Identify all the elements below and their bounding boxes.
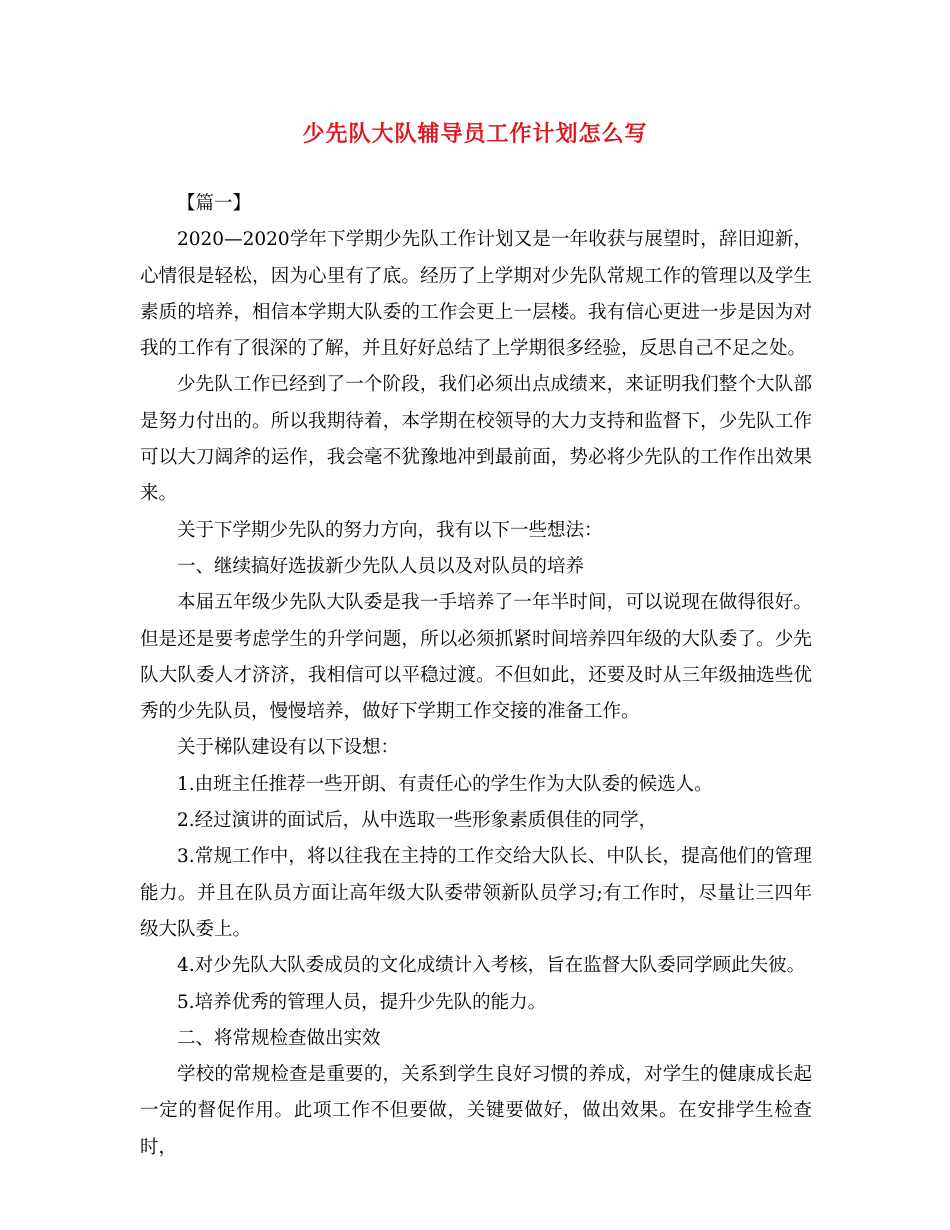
document-body [140, 186, 812, 1166]
paragraph: 关于下学期少先队的努力方向，我有以下一些想法： [177, 519, 603, 541]
subheading: 二、将常规检查做出实效 [177, 1027, 381, 1049]
paragraph: 关于梯队建设有以下设想： [177, 737, 400, 759]
list-item: 1.由班主任推荐一些开朗、有责任心的学生作为大队委的候选人。 [177, 773, 713, 795]
list-item: 4.对少先队大队委成员的文化成绩计入考核，旨在监督大队委同学顾此失彼。 [177, 955, 806, 977]
document-title: 少先队大队辅导员工作计划怎么写 [302, 121, 648, 147]
paragraph: 学校的常规检查是重要的，关系到学生良好习惯的养成，对学生的健康成长起一定的督促作用。此项工作不但要做，关键要做好，做出效果。在安排学生检查时， [140, 1064, 812, 1158]
list-item: 5.培养优秀的管理人员，提升少先队的能力。 [177, 991, 547, 1013]
paragraph: 2020—2020学年下学期少先队工作计划又是一年收获与展望时，辞旧迎新，心情很是轻松，因为心里有了底。经历了上学期对少先队常规工作的管理以及学生素质的培养，相信本学期大队委的工作会更上一层楼。我有信心更进一步是因为对我的工作有了很深的了解，并且好好总结了上学期很多经验，反思自己不足之处。 [140, 229, 812, 360]
section-heading: 【篇一】 [177, 193, 252, 214]
paragraph: 少先队工作已经到了一个阶段，我们必须出点成绩来，来证明我们整个大队部是努力付出的。所以我期待着，本学期在校领导的大力支持和监督下，少先队工作可以大刀阔斧的运作，我会毫不犹豫地冲到最前面，势必将少先队的工作作出效果来。 [140, 374, 812, 505]
list-item: 3.常规工作中，将以往我在主持的工作交给大队长、中队长，提高他们的管理能力。并且在队员方面让高年级大队委带领新队员学习;有工作时，尽量让三四年级大队委上。 [140, 846, 812, 940]
paragraph: 本届五年级少先队大队委是我一手培养了一年半时间，可以说现在做得很好。但是还是要考虑学生的升学问题，所以必须抓紧时间培养四年级的大队委了。少先队大队委人才济济，我相信可以平稳过渡。不但如此，还要及时从三年级抽选些优秀的少先队员，慢慢培养，做好下学期工作交接的准备工作。 [140, 592, 812, 723]
subheading: 一、继续搞好选拔新少先队人员以及对队员的培养 [177, 555, 585, 577]
list-item: 2.经过演讲的面试后，从中选取一些形象素质俱佳的同学， [177, 810, 658, 832]
